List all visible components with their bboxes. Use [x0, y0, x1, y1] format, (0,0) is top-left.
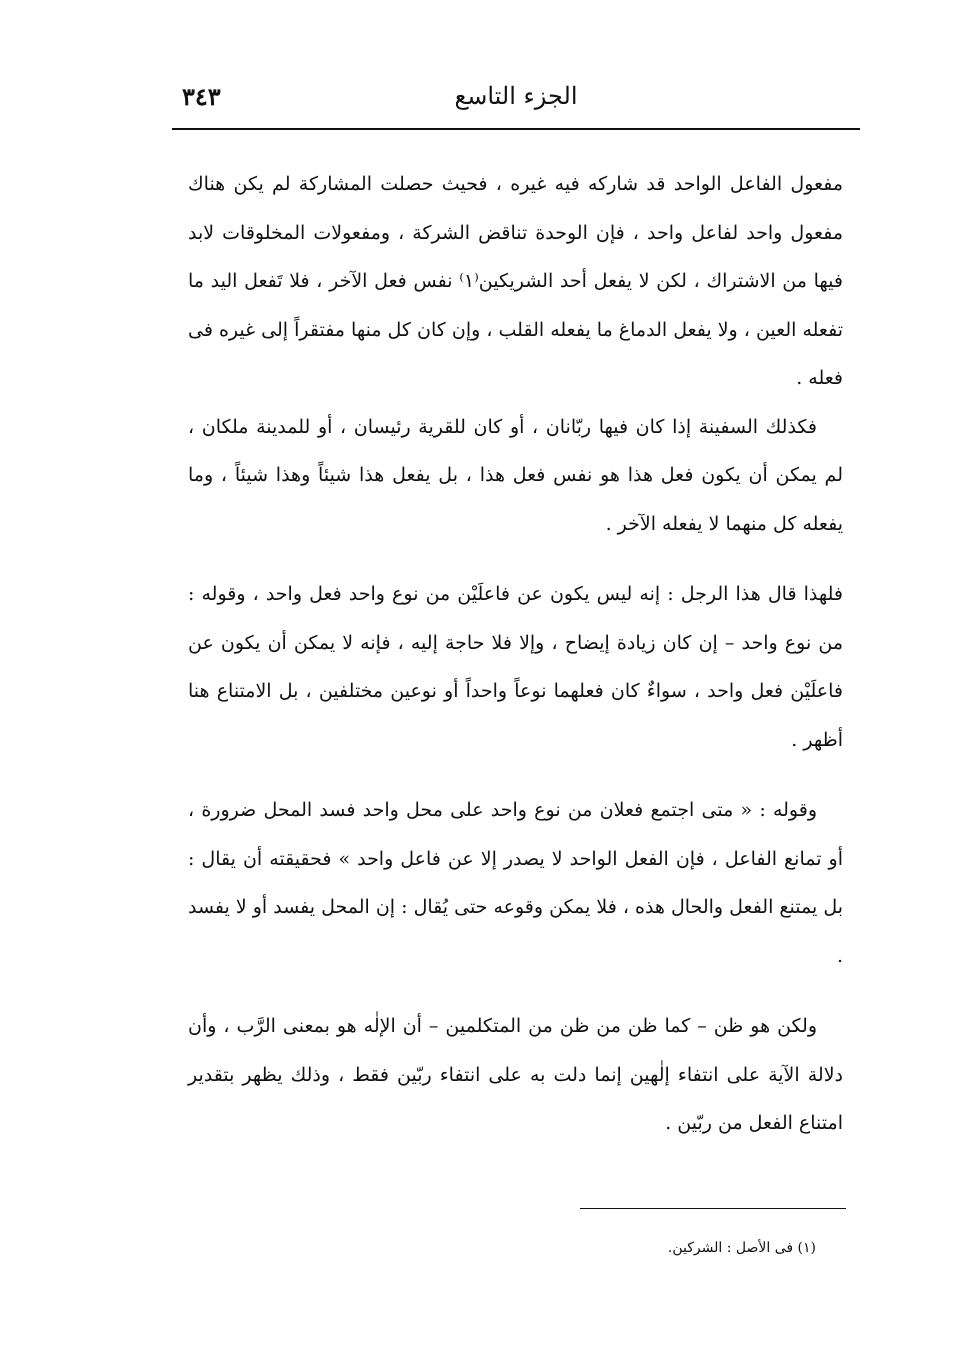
footnote: (١) فى الأصل : الشركين. — [667, 1240, 816, 1256]
footnote-rule — [580, 1208, 846, 1209]
body-text — [188, 160, 843, 1148]
page-number: ٣٤٣ — [182, 82, 221, 111]
paragraph-5: ولكن هو ظن – كما ظن من ظن من المتكلمين – أن الإلٰه هو بمعنى الرَّب ، وأن دلالة الآية على انتفاء إلٰهين إنما دلت به على انتفاء ربّين فقط ، وذلك يظهر بتقدير امتناع الفعل من ربّين . — [188, 1015, 843, 1134]
paragraph-3: فلهذا قال هذا الرجل : إنه ليس يكون عن فاعلَيْن من نوع واحد فعل واحد ، وقوله : من نوع واحد – إن كان زيادة إيضاح ، وإلا فلا حاجة إليه ، فإنه لا يمكن أن يكون عن فاعلَيْن فعل واحد ، سواءٌ كان فعلهما نوعاً واحداً أو نوعين مختلفين ، بل الامتناع هنا أظهر . — [188, 583, 843, 751]
running-title: الجزء التاسع — [454, 82, 578, 110]
paragraph-2: فكذلك السفينة إذا كان فيها ربّانان ، أو كان للقرية رئيسان ، أو للمدينة ملكان ، لم يمكن أن يكون فعل هذا هو نفس فعل هذا ، بل يفعل هذا شيئاً وهذا شيئاً ، وما يفعله كل منهما لا يفعله الآخر . — [188, 415, 843, 535]
paragraph-4: وقوله : « متى اجتمع فعلان من نوع واحد على محل واحد فسد المحل ضرورة ، أو تمانع الفاعل ، فإن الفعل الواحد لا يصدر إلا عن فاعل واحد » فحقيقته أن يقال : بل يمتنع الفعل والحال هذه ، فلا يمكن وقوعه حتى يُقال : إن المحل يفسد أو لا يفسد . — [188, 799, 843, 967]
paragraph-1: مفعول الفاعل الواحد قد شاركه فيه غيره ، فحيث حصلت المشاركة لم يكن هناك مفعول واحد لفاعل واحد ، فإن الوحدة تناقض الشركة ، ومفعولات المخلوقات لابد فيها من الاشتراك ، لكن لا يفعل أحد الشريكين⁽١⁾ نفس فعل الآخر ، فلا تَفعل اليد ما تفعله العين ، ولا يفعل الدماغ ما يفعله القلب ، وإن كان كل منها مفتقراً إلى غيره فى فعله . — [188, 173, 843, 389]
header-rule — [172, 128, 860, 130]
page-header — [172, 80, 860, 124]
